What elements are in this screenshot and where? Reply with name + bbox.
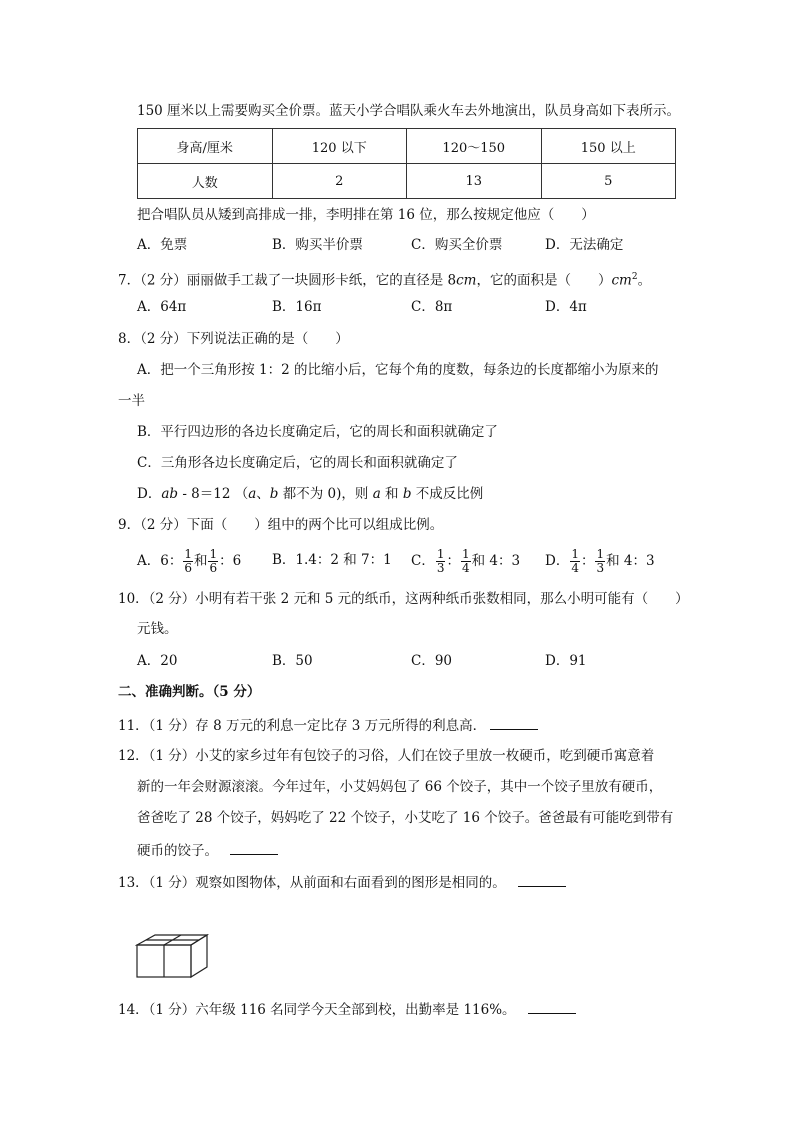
table-header-cell: 120 以下 xyxy=(272,129,407,164)
answer-blank[interactable] xyxy=(490,715,538,730)
q11-text: 11．（1 分）存 8 万元的利息一定比存 3 万元所得的利息高． xyxy=(118,718,487,734)
option-text: D． xyxy=(545,553,570,569)
math-var: a xyxy=(372,486,381,502)
table-row xyxy=(138,129,676,164)
q10-stem-cont: 元钱。 xyxy=(137,621,178,637)
q8-option-a-cont: 一半 xyxy=(118,393,145,409)
option-text: ： xyxy=(446,553,460,569)
numerator: 1 xyxy=(461,547,470,561)
q6-option-c[interactable]: C．购买全价票 xyxy=(411,237,503,253)
q9-option-d[interactable] xyxy=(545,548,655,575)
section-heading: 二、准确判断。（5 分） xyxy=(118,684,261,700)
table-header-cell: 150 以上 xyxy=(541,129,676,164)
table-header-cell: 身高/厘米 xyxy=(138,129,273,164)
numerator: 1 xyxy=(209,547,218,561)
denominator: 4 xyxy=(461,561,470,575)
q12-line3: 爸爸吃了 28 个饺子，妈妈吃了 22 个饺子，小艾吃了 16 个饺子。爸爸最有可能吃到带有 xyxy=(137,810,674,826)
q11 xyxy=(118,715,538,736)
option-text: ：6 xyxy=(219,553,242,569)
q8-option-c[interactable]: C．三角形各边长度确定后，它的周长和面积就确定了 xyxy=(137,455,458,471)
q7-unit-cm2: cm xyxy=(611,272,632,289)
math-var: b xyxy=(402,486,412,502)
option-text: 和 xyxy=(193,553,208,569)
q12-line2: 新的一年会财源滚滚。今年过年，小艾妈妈包了 66 个饺子，其中一个饺子里放有硬币， xyxy=(137,779,663,795)
q8-option-d[interactable] xyxy=(137,484,483,504)
fraction-1-4 xyxy=(461,548,471,575)
q7-unit-cm: cm xyxy=(456,272,477,289)
option-text: 和 4：3 xyxy=(471,553,521,569)
q7-option-c[interactable]: C．8π xyxy=(411,299,453,315)
option-text: A．6： xyxy=(137,553,183,569)
denominator: 3 xyxy=(436,561,445,575)
table-cell: 13 xyxy=(407,164,542,199)
q7-end: 。 xyxy=(637,272,652,289)
denominator: 6 xyxy=(184,561,192,575)
answer-blank[interactable] xyxy=(528,999,576,1014)
q8-stem: 8．（2 分）下列说法正确的是（ ） xyxy=(118,331,349,347)
q9-option-c[interactable] xyxy=(411,548,520,575)
q14 xyxy=(118,999,576,1020)
fraction-1-6 xyxy=(208,548,218,575)
q7-text-a: 丽丽做手工裁了一块圆形卡纸，它的直径是 8 xyxy=(186,272,457,289)
option-text: 都不为 0)，则 xyxy=(278,486,373,502)
option-text: 、 xyxy=(256,486,270,502)
denominator: 6 xyxy=(209,561,218,575)
table-row xyxy=(138,164,676,199)
fraction-1-6 xyxy=(183,548,193,575)
answer-blank[interactable] xyxy=(518,872,566,887)
math-var: b xyxy=(269,486,279,502)
table-header-cell: 120～150 xyxy=(407,129,542,164)
option-text: C． xyxy=(411,553,435,569)
q6-option-d[interactable]: D．无法确定 xyxy=(545,237,624,253)
q8-option-b[interactable]: B．平行四边形的各边长度确定后，它的周长和面积就确定了 xyxy=(137,424,498,440)
fraction-1-3 xyxy=(436,548,446,575)
q6-intro: 150 厘米以上需要购买全价票。蓝天小学合唱队乘火车去外地演出，队员身高如下表所示。 xyxy=(137,103,681,119)
denominator: 3 xyxy=(596,561,605,575)
denominator: 4 xyxy=(571,561,579,575)
q6-option-b[interactable]: B．购买半价票 xyxy=(272,237,363,253)
q12-line1: 12．（1 分）小艾的家乡过年有包饺子的习俗，人们在饺子里放一枚硬币，吃到硬币寓意着 xyxy=(118,748,655,764)
q10-option-c[interactable]: C．90 xyxy=(411,653,453,669)
q7-text-b: ，它的面积是（ ） xyxy=(476,272,612,289)
q10-stem: 10．（2 分）小明有若干张 2 元和 5 元的纸币，这两种纸币张数相同，那么小明可能有（ ） xyxy=(118,591,689,607)
option-text: 和 xyxy=(380,486,403,502)
q12-line4 xyxy=(137,840,278,861)
q6-question: 把合唱队员从矮到高排成一排，李明排在第 16 位，那么按规定他应（ ） xyxy=(137,207,595,223)
q7-option-a[interactable]: A．64π xyxy=(137,299,187,315)
option-text: - 8＝12 （ xyxy=(178,486,249,502)
fraction-1-3 xyxy=(595,548,605,575)
q14-text: 14．（1 分）六年级 116 名同学今天全部到校，出勤率是 116%。 xyxy=(118,1002,516,1018)
height-table xyxy=(137,128,676,199)
math-var: ab xyxy=(161,486,179,502)
q10-option-b[interactable]: B．50 xyxy=(272,653,313,669)
q7-option-d[interactable]: D．4π xyxy=(545,299,587,315)
q7-stem xyxy=(118,267,651,291)
q12-text: 硬币的饺子。 xyxy=(137,843,218,859)
table-cell: 人数 xyxy=(138,164,273,199)
q8-option-a[interactable]: A．把一个三角形按 1：2 的比缩小后，它每个角的度数，每条边的长度都缩小为原来的 xyxy=(137,362,659,378)
numerator: 1 xyxy=(436,547,445,561)
fraction-1-4 xyxy=(570,548,580,575)
q10-option-d[interactable]: D．91 xyxy=(545,653,587,669)
q13-text: 13．（1 分）观察如图物体，从前面和右面看到的图形是相同的。 xyxy=(118,875,506,891)
cuboid-figure xyxy=(135,933,211,979)
answer-blank[interactable] xyxy=(230,840,278,855)
option-text: 和 4：3 xyxy=(606,553,655,569)
numerator: 1 xyxy=(184,547,192,561)
q10-option-a[interactable]: A．20 xyxy=(137,653,178,669)
q9-stem: 9．（2 分）下面（ ）组中的两个比可以组成比例。 xyxy=(118,517,444,533)
q9-option-a[interactable] xyxy=(137,548,241,575)
q7-number: 7．（2 分） xyxy=(118,272,187,289)
q6-option-a[interactable]: A．免票 xyxy=(137,237,188,253)
q9-option-b[interactable]: B．1.4：2 和 7：1 xyxy=(272,552,392,568)
option-label: D． xyxy=(137,486,162,502)
math-var: a xyxy=(248,486,257,502)
option-text: 不成反比例 xyxy=(411,486,484,502)
option-text: ： xyxy=(580,553,595,569)
q7-option-b[interactable]: B．16π xyxy=(272,299,322,315)
table-cell: 2 xyxy=(272,164,407,199)
table-cell: 5 xyxy=(541,164,676,199)
numerator: 1 xyxy=(571,547,579,561)
q7-unit-sup: 2 xyxy=(631,272,638,282)
q13 xyxy=(118,872,566,893)
numerator: 1 xyxy=(596,547,605,561)
